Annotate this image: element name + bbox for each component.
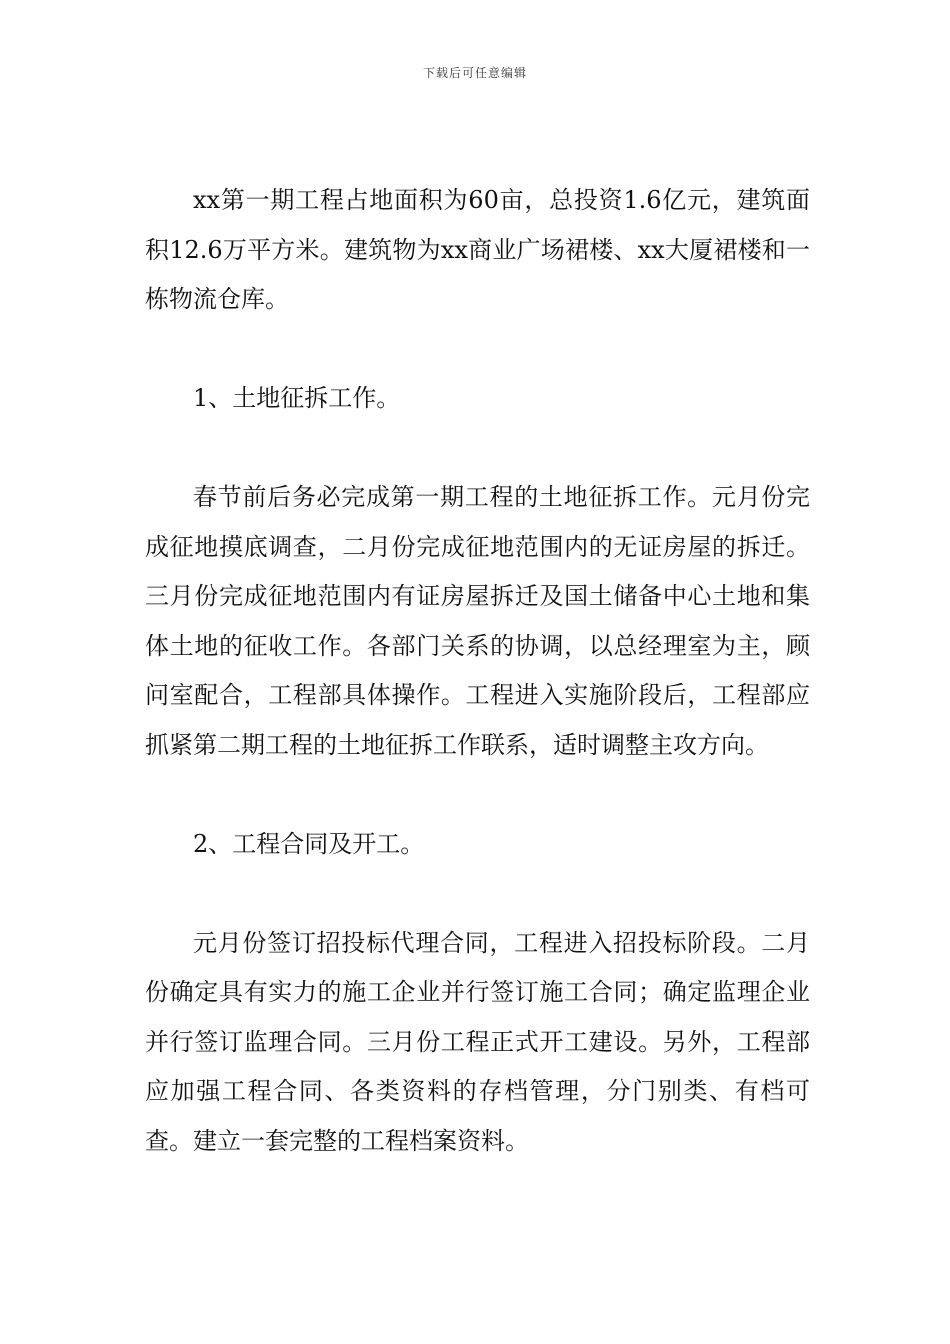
paragraph-spacer (145, 770, 810, 820)
paragraph-contracts: 元月份签订招投标代理合同，工程进入招投标阶段。二月份确定具有实力的施工企业并行签订施工合同；确定监理企业并行签订监理合同。三月份工程正式开工建设。另外，工程部应加强工程合同、各类资料的存档管理，分门别类、有档可查。建立一套完整的工程档案资料。 (145, 928, 810, 1155)
section-heading-land-acquisition: 1、土地征拆工作。 (193, 384, 401, 412)
paragraph-spacer (145, 325, 810, 375)
paragraph-spacer (145, 869, 810, 919)
paragraph-spacer (145, 424, 810, 474)
section-heading-contracts: 2、工程合同及开工。 (193, 829, 425, 858)
page-header-note: 下载后可任意编辑 (422, 66, 527, 80)
document-body (145, 176, 810, 1166)
paragraph-project-overview: xx第一期工程占地面积为60亩，总投资1.6亿元，建筑面积12.6万平方米。建筑物为xx商业广场裙楼、xx大厦裙楼和一栋物流仓库。 (145, 186, 810, 313)
paragraph-land-acquisition: 春节前后务必完成第一期工程的土地征拆工作。元月份完成征地摸底调查，二月份完成征地范围内的无证房屋的拆迁。三月份完成征地范围内有证房屋拆迁及国土储备中心土地和集体土地的征收工作。各部门关系的协调，以总经理室为主，顾问室配合，工程部具体操作。工程进入实施阶段后，工程部应抓紧第二期工程的土地征拆工作联系，适时调整主攻方向。 (145, 483, 810, 759)
